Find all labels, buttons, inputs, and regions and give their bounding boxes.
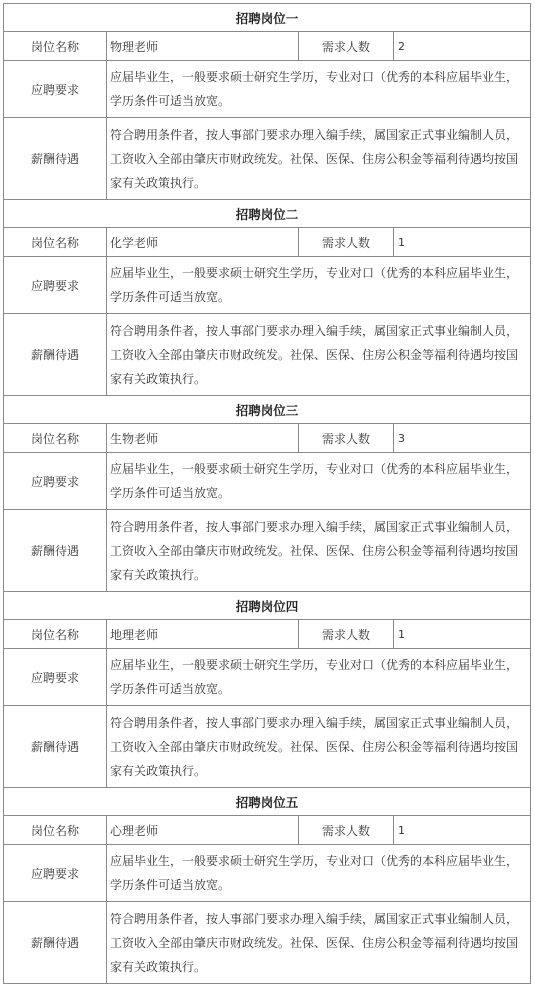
salary-row xyxy=(4,902,531,984)
requirements-label: 应聘要求 xyxy=(4,649,107,706)
position-name-value: 生物老师 xyxy=(107,424,299,453)
position-title-row xyxy=(4,788,531,816)
requirements-label: 应聘要求 xyxy=(4,257,107,314)
recruitment-positions-sheet xyxy=(3,3,530,984)
requirements-label: 应聘要求 xyxy=(4,845,107,902)
demand-count-label: 需求人数 xyxy=(299,32,394,61)
demand-count-label: 需求人数 xyxy=(299,228,394,257)
requirements-row xyxy=(4,649,531,706)
requirements-label: 应聘要求 xyxy=(4,453,107,510)
position-title-row xyxy=(4,592,531,620)
position-name-label: 岗位名称 xyxy=(4,620,107,649)
requirements-label: 应聘要求 xyxy=(4,61,107,118)
recruitment-table-body xyxy=(4,4,531,984)
demand-count-value: 1 xyxy=(394,228,531,257)
salary-text: 符合聘用条件者，按人事部门要求办理入编手续，属国家正式事业编制人员，工资收入全部由肇庆市财政统发。社保、医保、住房公积金等福利待遇均按国家有关政策执行。 xyxy=(107,706,531,788)
demand-count-value: 1 xyxy=(394,620,531,649)
demand-count-label: 需求人数 xyxy=(299,424,394,453)
requirements-row xyxy=(4,61,531,118)
requirements-text: 应届毕业生，一般要求硕士研究生学历，专业对口（优秀的本科应届毕业生，学历条件可适当放宽。 xyxy=(107,453,531,510)
position-title: 招聘岗位三 xyxy=(4,396,531,424)
position-name-row xyxy=(4,32,531,61)
position-title-row xyxy=(4,4,531,32)
position-name-label: 岗位名称 xyxy=(4,424,107,453)
demand-count-label: 需求人数 xyxy=(299,816,394,845)
position-name-label: 岗位名称 xyxy=(4,32,107,61)
position-name-row xyxy=(4,816,531,845)
position-title-row xyxy=(4,396,531,424)
salary-label: 薪酬待遇 xyxy=(4,314,107,396)
salary-label: 薪酬待遇 xyxy=(4,118,107,200)
demand-count-label: 需求人数 xyxy=(299,620,394,649)
recruitment-table xyxy=(3,3,531,984)
position-name-label: 岗位名称 xyxy=(4,816,107,845)
salary-text: 符合聘用条件者，按人事部门要求办理入编手续，属国家正式事业编制人员，工资收入全部由肇庆市财政统发。社保、医保、住房公积金等福利待遇均按国家有关政策执行。 xyxy=(107,314,531,396)
position-title: 招聘岗位二 xyxy=(4,200,531,228)
position-name-row xyxy=(4,228,531,257)
salary-row xyxy=(4,510,531,592)
salary-text: 符合聘用条件者，按人事部门要求办理入编手续，属国家正式事业编制人员，工资收入全部由肇庆市财政统发。社保、医保、住房公积金等福利待遇均按国家有关政策执行。 xyxy=(107,510,531,592)
position-title: 招聘岗位一 xyxy=(4,4,531,32)
position-name-value: 物理老师 xyxy=(107,32,299,61)
position-name-row xyxy=(4,424,531,453)
position-title: 招聘岗位四 xyxy=(4,592,531,620)
requirements-row xyxy=(4,257,531,314)
salary-label: 薪酬待遇 xyxy=(4,902,107,984)
requirements-text: 应届毕业生，一般要求硕士研究生学历，专业对口（优秀的本科应届毕业生，学历条件可适当放宽。 xyxy=(107,257,531,314)
position-name-row xyxy=(4,620,531,649)
salary-row xyxy=(4,706,531,788)
salary-row xyxy=(4,314,531,396)
requirements-row xyxy=(4,845,531,902)
demand-count-value: 3 xyxy=(394,424,531,453)
requirements-text: 应届毕业生，一般要求硕士研究生学历，专业对口（优秀的本科应届毕业生，学历条件可适当放宽。 xyxy=(107,649,531,706)
demand-count-value: 2 xyxy=(394,32,531,61)
salary-label: 薪酬待遇 xyxy=(4,510,107,592)
requirements-row xyxy=(4,453,531,510)
requirements-text: 应届毕业生，一般要求硕士研究生学历，专业对口（优秀的本科应届毕业生，学历条件可适当放宽。 xyxy=(107,61,531,118)
position-name-value: 心理老师 xyxy=(107,816,299,845)
salary-row xyxy=(4,118,531,200)
position-name-value: 化学老师 xyxy=(107,228,299,257)
position-title: 招聘岗位五 xyxy=(4,788,531,816)
requirements-text: 应届毕业生，一般要求硕士研究生学历，专业对口（优秀的本科应届毕业生，学历条件可适当放宽。 xyxy=(107,845,531,902)
salary-text: 符合聘用条件者，按人事部门要求办理入编手续，属国家正式事业编制人员，工资收入全部由肇庆市财政统发。社保、医保、住房公积金等福利待遇均按国家有关政策执行。 xyxy=(107,902,531,984)
position-title-row xyxy=(4,200,531,228)
demand-count-value: 1 xyxy=(394,816,531,845)
position-name-label: 岗位名称 xyxy=(4,228,107,257)
salary-text: 符合聘用条件者，按人事部门要求办理入编手续，属国家正式事业编制人员，工资收入全部由肇庆市财政统发。社保、医保、住房公积金等福利待遇均按国家有关政策执行。 xyxy=(107,118,531,200)
position-name-value: 地理老师 xyxy=(107,620,299,649)
salary-label: 薪酬待遇 xyxy=(4,706,107,788)
